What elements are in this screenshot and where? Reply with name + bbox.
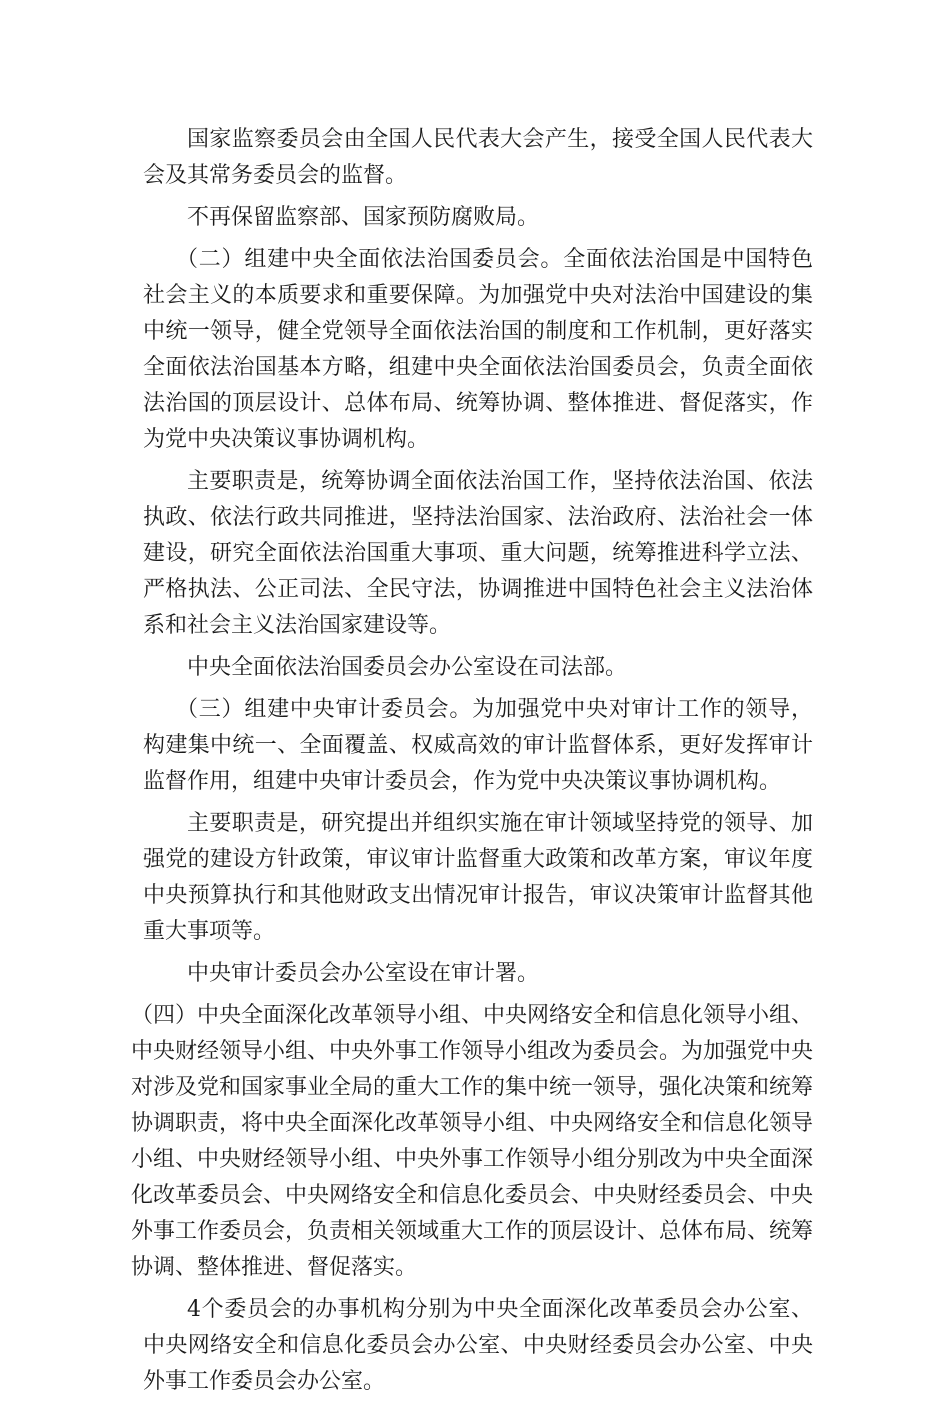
paragraph-section-3: （三）组建中央审计委员会。为加强党中央对审计工作的领导，构建集中统一、全面覆盖、权威高效的审计监督体系，更好发挥审计监督作用，组建中央审计委员会，作为党中央决策议事协调机构。 bbox=[143, 697, 813, 794]
paragraph-section-3-office: 中央审计委员会办公室设在审计署。 bbox=[187, 961, 540, 986]
paragraph-section-4-offices: 4个委员会的办事机构分别为中央全面深化改革委员会办公室、中央网络安全和信息化委员会办公室、中央财经委员会办公室、中央外事工作委员会办公室。 bbox=[143, 1297, 813, 1394]
paragraph-section-4: （四）中央全面深化改革领导小组、中央网络安全和信息化领导小组、中央财经领导小组、中央外事工作领导小组改为委员会。为加强党中央对涉及党和国家事业全局的重大工作的集中统一领导，强化决策和统筹协调职责，将中央全面深化改革领导小组、中央网络安全和信息化领导小组、中央财经领导小组、中央外事工作领导小组分别改为中央全面深化改革委员会、中央网络安全和信息化委员会、中央财经委员会、中央外事工作委员会，负责相关领域重大工作的顶层设计、总体布局、统筹协调、整体推进、督促落实。 bbox=[131, 1003, 814, 1280]
document-body bbox=[131, 122, 814, 1406]
paragraph-section-2-duties: 主要职责是，统筹协调全面依法治国工作，坚持依法治国、依法执政、依法行政共同推进，坚持法治国家、法治政府、法治社会一体建设，研究全面依法治国重大事项、重大问题，统筹推进科学立法、严格执法、公正司法、全民守法，协调推进中国特色社会主义法治体系和社会主义法治国家建设等。 bbox=[143, 469, 813, 638]
paragraph-supervision: 国家监察委员会由全国人民代表大会产生，接受全国人民代表大会及其常务委员会的监督。 bbox=[143, 127, 813, 188]
paragraph-section-2-office: 中央全面依法治国委员会办公室设在司法部。 bbox=[187, 655, 628, 680]
paragraph-abolish-ministry: 不再保留监察部、国家预防腐败局。 bbox=[187, 205, 540, 230]
paragraph-section-3-duties: 主要职责是，研究提出并组织实施在审计领域坚持党的领导、加强党的建设方针政策，审议审计监督重大政策和改革方案，审议年度中央预算执行和其他财政支出情况审计报告，审议决策审计监督其他重大事项等。 bbox=[143, 811, 813, 944]
paragraph-section-2: （二）组建中央全面依法治国委员会。全面依法治国是中国特色社会主义的本质要求和重要保障。为加强党中央对法治中国建设的集中统一领导，健全党领导全面依法治国的制度和工作机制，更好落实全面依法治国基本方略，组建中央全面依法治国委员会，负责全面依法治国的顶层设计、总体布局、统筹协调、整体推进、督促落实，作为党中央决策议事协调机构。 bbox=[143, 247, 813, 452]
